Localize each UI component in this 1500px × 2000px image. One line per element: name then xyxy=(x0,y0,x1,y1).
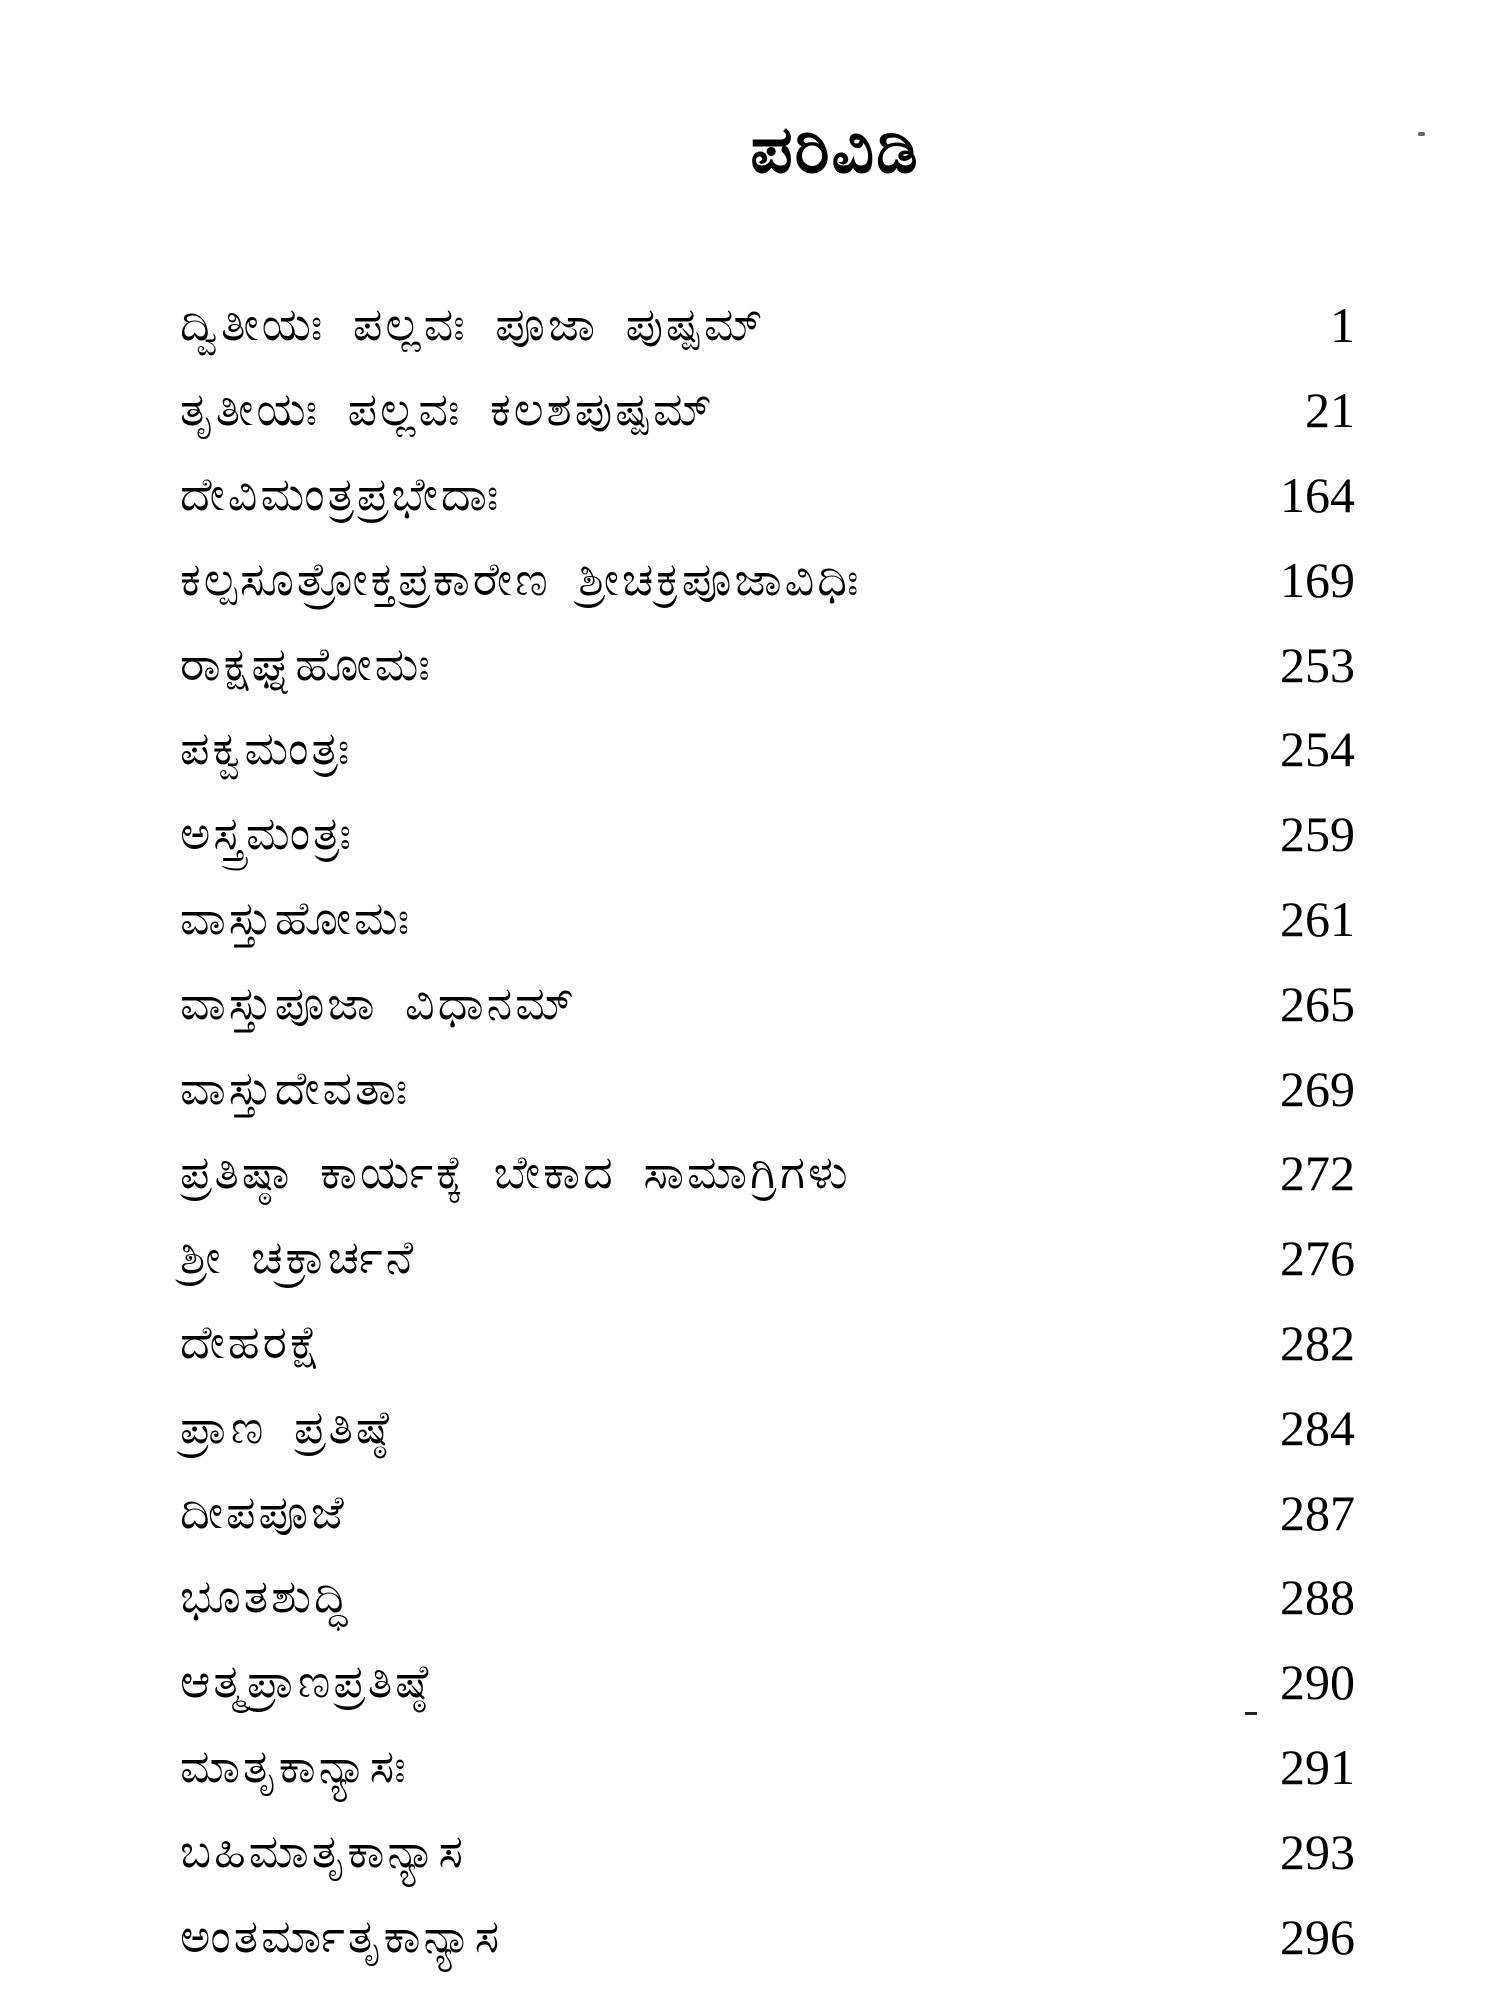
toc-entry xyxy=(180,622,1355,707)
toc-entry-title: ಭೂತಶುದ್ಧಿ xyxy=(180,1569,351,1624)
toc-entry-page: 291 xyxy=(1280,1738,1355,1795)
toc-entry-title: ಬಹಿಮಾತೃಕಾನ್ಯಾಸ xyxy=(180,1823,466,1878)
toc-entry-page: 288 xyxy=(1280,1569,1355,1626)
toc-entry-title: ರಾಕ್ಷಘ್ನಹೋಮಃ xyxy=(180,636,433,691)
toc-entry xyxy=(180,1640,1355,1725)
toc-entry xyxy=(180,1385,1355,1470)
toc-entry xyxy=(180,453,1355,538)
page-title: ಪರಿವಿಡಿ xyxy=(750,111,920,188)
toc-entry xyxy=(180,877,1355,962)
toc-entry-title: ದೇಹರಕ್ಷೆ xyxy=(180,1314,323,1369)
toc-entry xyxy=(180,1809,1355,1894)
toc-entry-page: 272 xyxy=(1280,1145,1355,1202)
toc-entry xyxy=(180,1216,1355,1301)
toc-entry xyxy=(180,707,1355,792)
toc-entry-title: ಆತ್ಮಪ್ರಾಣಪ್ರತಿಷ್ಠೆ xyxy=(180,1654,432,1709)
table-of-contents xyxy=(180,283,1355,1979)
toc-entry-page: 21 xyxy=(1305,382,1355,439)
toc-entry-title: ಅಸ್ತ್ರಮಂತ್ರಃ xyxy=(180,806,354,861)
toc-entry-page: 253 xyxy=(1280,636,1355,693)
toc-entry xyxy=(180,283,1355,368)
toc-entry-page: 287 xyxy=(1280,1484,1355,1541)
toc-entry-title: ಶ್ರೀ ಚಕ್ರಾರ್ಚನೆ xyxy=(180,1230,417,1285)
toc-entry-title: ಪಕ್ವಮಂತ್ರಃ xyxy=(180,721,353,776)
toc-entry-page: 290 xyxy=(1280,1654,1355,1711)
toc-entry-page: 1 xyxy=(1330,297,1355,354)
toc-entry-title: ವಾಸ್ತುದೇವತಾಃ xyxy=(180,1060,411,1115)
toc-entry-title: ತೃತೀಯಃ ಪಲ್ಲವಃ ಕಲಶಪುಷ್ಪಮ್ xyxy=(180,382,715,437)
toc-entry-page: 276 xyxy=(1280,1230,1355,1287)
toc-entry-page: 259 xyxy=(1280,806,1355,863)
scan-speck xyxy=(1418,132,1425,136)
toc-entry xyxy=(180,1894,1355,1979)
toc-entry-page: 296 xyxy=(1280,1908,1355,1965)
toc-entry-title: ಪ್ರತಿಷ್ಠಾ ಕಾರ್ಯಕ್ಕೆ ಬೇಕಾದ ಸಾಮಾಗ್ರಿಗಳು xyxy=(180,1145,851,1200)
toc-entry xyxy=(180,1470,1355,1555)
toc-entry xyxy=(180,1131,1355,1216)
toc-entry xyxy=(180,1046,1355,1131)
toc-entry-page: 164 xyxy=(1280,466,1355,523)
toc-entry-title: ಅಂತರ್ಮಾತೃಕಾನ್ಯಾಸ xyxy=(180,1908,503,1963)
toc-entry-title: ಪ್ರಾಣ ಪ್ರತಿಷ್ಠೆ xyxy=(180,1399,392,1454)
toc-entry-page: 282 xyxy=(1280,1314,1355,1371)
toc-entry xyxy=(180,961,1355,1046)
toc-entry xyxy=(180,1301,1355,1386)
toc-entry xyxy=(180,792,1355,877)
toc-entry-page: 265 xyxy=(1280,975,1355,1032)
toc-entry-title: ಕಲ್ಪಸೂತ್ರೋಕ್ತಪ್ರಕಾರೇಣ ಶ್ರೀಚಕ್ರಪೂಜಾವಿಧಿಃ xyxy=(180,551,862,606)
toc-entry-title: ವಾಸ್ತುಪೂಜಾ ವಿಧಾನಮ್ xyxy=(180,975,577,1030)
toc-entry-title: ವಾಸ್ತುಹೋಮಃ xyxy=(180,890,413,945)
toc-entry-page: 293 xyxy=(1280,1823,1355,1880)
toc-entry xyxy=(180,537,1355,622)
toc-entry-title: ದೇವಿಮಂತ್ರಪ್ರಭೇದಾಃ xyxy=(180,466,502,521)
toc-entry-title: ಮಾತೃಕಾನ್ಯಾಸಃ xyxy=(180,1738,409,1793)
toc-entry xyxy=(180,1555,1355,1640)
toc-entry xyxy=(180,1725,1355,1810)
toc-entry-page: 284 xyxy=(1280,1399,1355,1456)
toc-entry-page: 261 xyxy=(1280,890,1355,947)
toc-entry-title: ದ್ವಿತೀಯಃ ಪಲ್ಲವಃ ಪೂಜಾ ಪುಷ್ಪಮ್ xyxy=(180,297,766,352)
toc-entry-page: 269 xyxy=(1280,1060,1355,1117)
toc-entry-page: 169 xyxy=(1280,551,1355,608)
toc-entry-page: 254 xyxy=(1280,721,1355,778)
toc-entry xyxy=(180,368,1355,453)
scan-speck xyxy=(1245,1712,1257,1715)
toc-entry-title: ದೀಪಪೂಜೆ xyxy=(180,1484,347,1539)
